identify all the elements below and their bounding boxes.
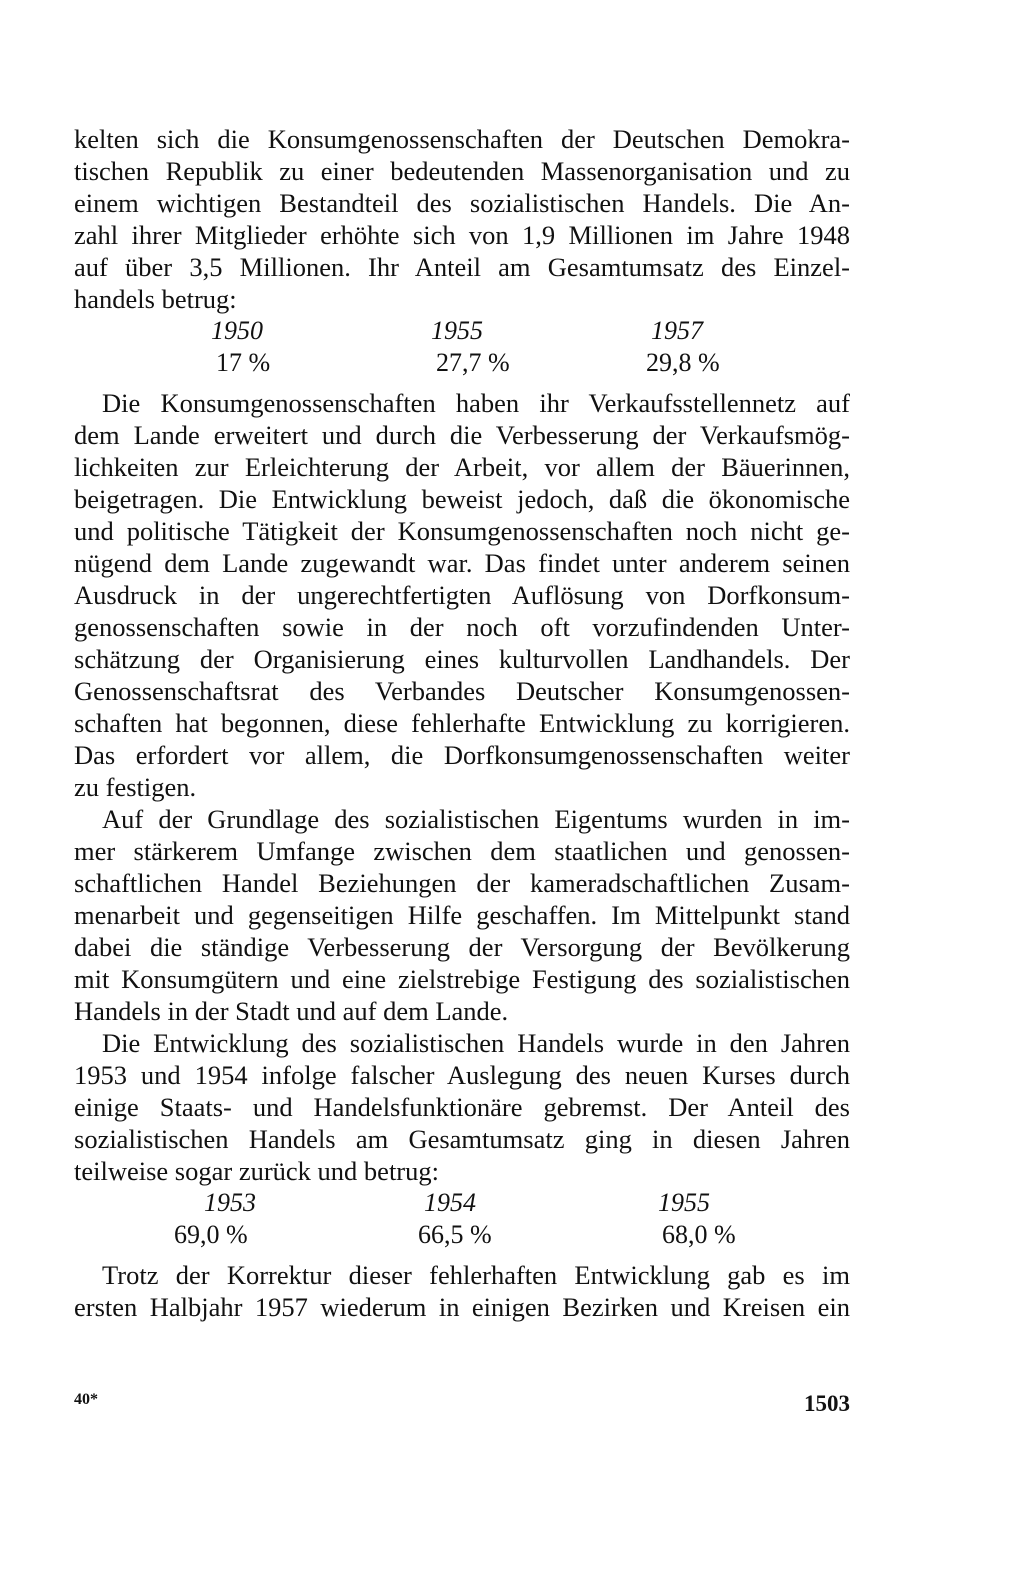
text-line: Auf der Grundlage des sozialistischen Eigentums wurden in im- bbox=[102, 804, 850, 834]
text-line: sozialistischen Handels am Gesamtumsatz ging in diesen Jahren bbox=[74, 1124, 850, 1154]
text-line: ersten Halbjahr 1957 wiederum in einigen Bezirken und Kreisen ein bbox=[74, 1292, 850, 1322]
text-line: tischen Republik zu einer bedeutenden Massenorganisation und zu bbox=[74, 156, 850, 186]
text-line: einige Staats- und Handelsfunktionäre gebremst. Der Anteil des bbox=[74, 1092, 850, 1122]
text-line: mit Konsumgütern und eine zielstrebige Festigung des sozialistischen bbox=[74, 964, 850, 994]
text-line: teilweise sogar zurück und betrug: bbox=[74, 1156, 439, 1186]
table-1-value-1: 17 % bbox=[216, 348, 271, 377]
text-line: mer stärkerem Umfange zwischen dem staatlichen und genossen- bbox=[74, 836, 850, 866]
paragraph-3 bbox=[74, 803, 850, 1027]
text-line: menarbeit und gegenseitigen Hilfe geschaffen. Im Mittelpunkt stand bbox=[74, 900, 850, 930]
text-line: 1953 und 1954 infolge falscher Auslegung des neuen Kurses durch bbox=[74, 1060, 850, 1090]
table-2-year-3: 1955 bbox=[658, 1188, 710, 1217]
text-line: kelten sich die Konsumgenossenschaften der Deutschen Demokra- bbox=[74, 124, 850, 154]
page-number: 1503 bbox=[804, 1391, 850, 1416]
table-2-year-2: 1954 bbox=[424, 1188, 476, 1217]
page-body bbox=[74, 123, 850, 1323]
stats-table-1 bbox=[74, 315, 850, 379]
text-line: Genossenschaftsrat des Verbandes Deutscher Konsumgenossen- bbox=[74, 676, 850, 706]
text-line: und politische Tätigkeit der Konsumgenossenschaften noch nicht ge- bbox=[74, 516, 850, 546]
table-1-value-2: 27,7 % bbox=[436, 348, 510, 377]
signature-mark: 40* bbox=[74, 1391, 98, 1408]
stats-table-2 bbox=[74, 1187, 850, 1251]
text-line: genossenschaften sowie in der noch oft vorzufindenden Unter- bbox=[74, 612, 850, 642]
text-line: nügend dem Lande zugewandt war. Das findet unter anderem seinen bbox=[74, 548, 850, 578]
paragraph-5 bbox=[74, 1259, 850, 1323]
text-line: Ausdruck in der ungerechtfertigten Auflösung von Dorfkonsum- bbox=[74, 580, 850, 610]
text-line: einem wichtigen Bestandteil des sozialistischen Handels. Die An- bbox=[74, 188, 850, 218]
table-2-value-1: 69,0 % bbox=[174, 1220, 248, 1249]
text-line: Die Entwicklung des sozialistischen Handels wurde in den Jahren bbox=[102, 1028, 850, 1058]
text-line: lichkeiten zur Erleichterung der Arbeit, vor allem der Bäuerinnen, bbox=[74, 452, 850, 482]
table-2-value-3: 68,0 % bbox=[662, 1220, 736, 1249]
text-line: dem Lande erweitert und durch die Verbesserung der Verkaufsmög- bbox=[74, 420, 850, 450]
text-line: Handels in der Stadt und auf dem Lande. bbox=[74, 996, 509, 1026]
paragraph-2 bbox=[74, 387, 850, 803]
text-line: dabei die ständige Verbesserung der Versorgung der Bevölkerung bbox=[74, 932, 850, 962]
page-footer bbox=[74, 1391, 850, 1421]
text-line: zu festigen. bbox=[74, 772, 197, 802]
text-line: Trotz der Korrektur dieser fehlerhaften Entwicklung gab es im bbox=[102, 1260, 850, 1290]
table-1-year-2: 1955 bbox=[431, 316, 483, 345]
text-line: schaftlichen Handel Beziehungen der kameradschaftlichen Zusam- bbox=[74, 868, 850, 898]
table-2-value-2: 66,5 % bbox=[418, 1220, 492, 1249]
text-line: zahl ihrer Mitglieder erhöhte sich von 1,9 Millionen im Jahre 1948 bbox=[74, 220, 850, 250]
table-1-year-1: 1950 bbox=[211, 316, 263, 345]
text-line: schätzung der Organisierung eines kulturvollen Landhandels. Der bbox=[74, 644, 850, 674]
paragraph-4 bbox=[74, 1027, 850, 1187]
text-line: beigetragen. Die Entwicklung beweist jedoch, daß die ökonomische bbox=[74, 484, 850, 514]
paragraph-1 bbox=[74, 123, 850, 315]
text-line: schaften hat begonnen, diese fehlerhafte Entwicklung zu korrigieren. bbox=[74, 708, 850, 738]
text-line: Das erfordert vor allem, die Dorfkonsumgenossenschaften weiter bbox=[74, 740, 850, 770]
table-2-year-1: 1953 bbox=[204, 1188, 256, 1217]
table-1-value-3: 29,8 % bbox=[646, 348, 720, 377]
text-line: auf über 3,5 Millionen. Ihr Anteil am Gesamtumsatz des Einzel- bbox=[74, 252, 850, 282]
text-line: handels betrug: bbox=[74, 284, 237, 314]
table-1-year-3: 1957 bbox=[651, 316, 703, 345]
text-line: Die Konsumgenossenschaften haben ihr Verkaufsstellennetz auf bbox=[102, 388, 850, 418]
